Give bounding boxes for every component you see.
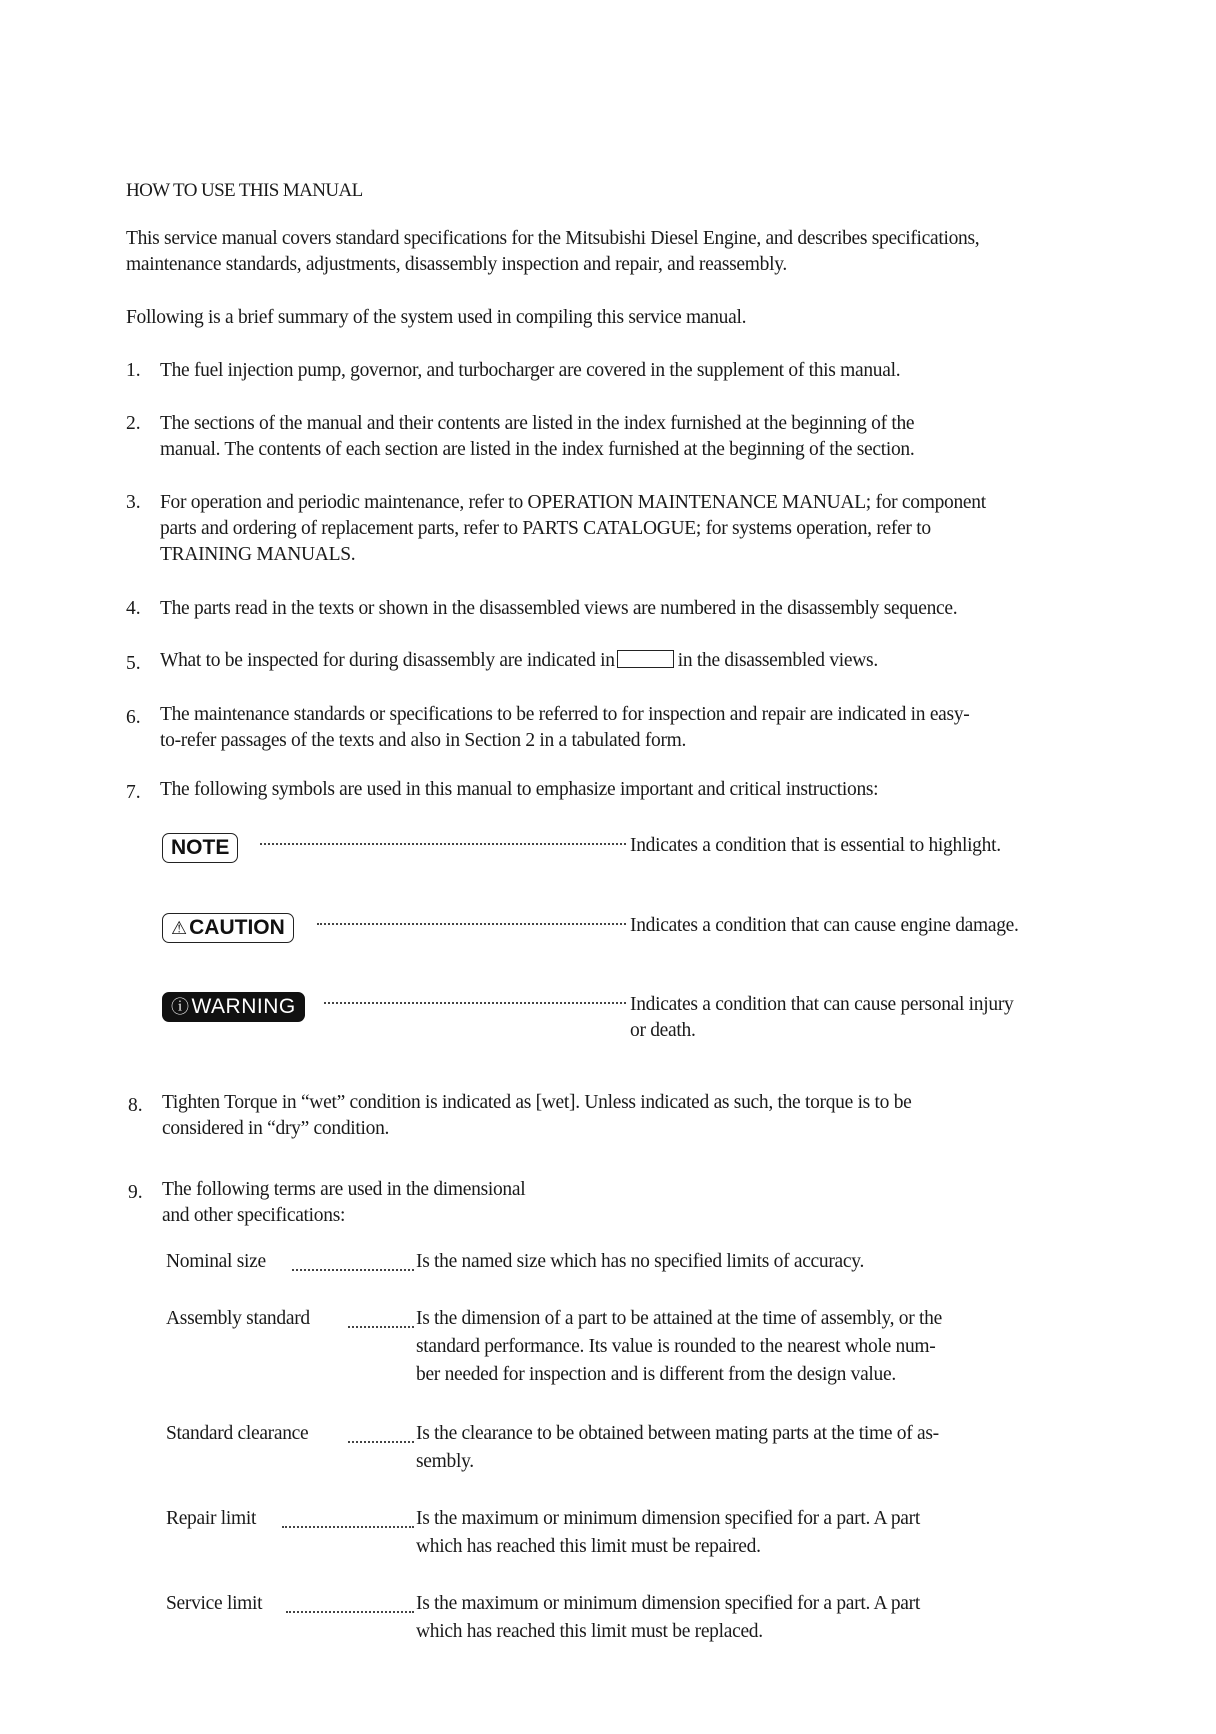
item-text: Tighten Torque in “wet” condition is indicated as [wet]. Unless indicated as such, the torque is to be bbox=[162, 1092, 912, 1113]
caution-badge: ⚠CAUTION bbox=[162, 913, 294, 943]
term-label: Standard clearance bbox=[166, 1423, 309, 1444]
alert-icon: ⓘ bbox=[171, 997, 190, 1017]
item-text: The following symbols are used in this manual to emphasize important and critical instructions: bbox=[160, 779, 879, 800]
item-text: TRAINING MANUALS. bbox=[160, 544, 356, 565]
term-definition: Is the clearance to be obtained between mating parts at the time of as- sembly. bbox=[416, 1423, 939, 1472]
leader-dots bbox=[348, 1324, 414, 1328]
symbol-row-warning bbox=[162, 992, 1087, 1052]
term-label: Nominal size bbox=[166, 1251, 266, 1272]
symbol-description: Indicates a condition that can cause personal injury or death. bbox=[630, 994, 1014, 1041]
item-number: 9. bbox=[128, 1182, 143, 1203]
item-text: What to be inspected for during disassembly are indicated in bbox=[160, 650, 615, 671]
term-label: Service limit bbox=[166, 1593, 263, 1614]
item-text: and other specifications: bbox=[162, 1205, 346, 1226]
item-text: considered in “dry” condition. bbox=[162, 1118, 390, 1139]
leader-dots bbox=[317, 921, 626, 925]
item-text: The fuel injection pump, governor, and turbocharger are covered in the supplement of this manual. bbox=[160, 360, 901, 381]
symbol-description: Indicates a condition that can cause engine damage. bbox=[630, 915, 1019, 936]
leader-dots bbox=[282, 1524, 414, 1528]
item-number: 1. bbox=[126, 360, 141, 381]
symbol-row-note bbox=[162, 833, 1087, 873]
intro-line-2: maintenance standards, adjustments, disassembly inspection and repair, and reassembly. bbox=[126, 254, 787, 275]
item-number: 4. bbox=[126, 598, 141, 619]
term-definition: Is the maximum or minimum dimension specified for a part. A part which has reached this limit must be replaced. bbox=[416, 1593, 920, 1642]
leader-dots bbox=[260, 841, 626, 845]
term-definition: Is the dimension of a part to be attained at the time of assembly, or the standard performance. Its value is rounded to the nearest whole num- ber needed for inspection and is different from the design value. bbox=[416, 1308, 942, 1385]
list-item-1 bbox=[160, 358, 1085, 384]
item-text: The following terms are used in the dimensional bbox=[162, 1179, 526, 1200]
list-item-3 bbox=[160, 490, 1085, 568]
term-label: Repair limit bbox=[166, 1508, 257, 1529]
summary-lead: Following is a brief summary of the system used in compiling this service manual. bbox=[126, 307, 747, 328]
term-definition: Is the named size which has no specified limits of accuracy. bbox=[416, 1251, 865, 1272]
list-item-9 bbox=[162, 1177, 1087, 1229]
item-text: parts and ordering of replacement parts, refer to PARTS CATALOGUE; for systems operation, refer to bbox=[160, 518, 931, 539]
leader-dots bbox=[324, 1000, 626, 1004]
list-item-2 bbox=[160, 411, 1085, 463]
item-text: For operation and periodic maintenance, refer to OPERATION MAINTENANCE MANUAL; for component bbox=[160, 492, 986, 513]
item-text: manual. The contents of each section are listed in the index furnished at the beginning of the section. bbox=[160, 439, 915, 460]
item-number: 3. bbox=[126, 492, 141, 513]
item-number: 5. bbox=[126, 653, 141, 674]
warning-triangle-icon: ⚠ bbox=[171, 918, 188, 938]
item-text: The sections of the manual and their contents are listed in the index furnished at the beginning of the bbox=[160, 413, 915, 434]
term-label: Assembly standard bbox=[166, 1308, 310, 1329]
symbol-row-caution bbox=[162, 913, 1087, 953]
intro-line-1: This service manual covers standard specifications for the Mitsubishi Diesel Engine, and describes specifications, bbox=[126, 228, 980, 249]
item-number: 8. bbox=[128, 1095, 143, 1116]
list-item-6 bbox=[160, 702, 1085, 754]
leader-dots bbox=[348, 1439, 414, 1443]
item-text: The parts read in the texts or shown in the disassembled views are numbered in the disassembly sequence. bbox=[160, 598, 958, 619]
list-item-5 bbox=[160, 648, 1085, 674]
leader-dots bbox=[292, 1267, 414, 1271]
term-definition: Is the maximum or minimum dimension specified for a part. A part which has reached this limit must be repaired. bbox=[416, 1508, 920, 1557]
item-text: in the disassembled views. bbox=[677, 650, 878, 671]
leader-dots bbox=[286, 1609, 414, 1613]
warning-badge: ⓘWARNING bbox=[162, 992, 305, 1022]
list-item-7 bbox=[160, 777, 1085, 803]
list-item-4 bbox=[160, 596, 1085, 622]
item-number: 7. bbox=[126, 782, 141, 803]
list-item-8 bbox=[162, 1090, 1087, 1142]
note-badge: NOTE bbox=[162, 833, 238, 863]
symbol-description: Indicates a condition that is essential to highlight. bbox=[630, 835, 1001, 856]
item-number: 2. bbox=[126, 413, 141, 434]
page-title: HOW TO USE THIS MANUAL bbox=[126, 180, 363, 201]
inspection-box-symbol bbox=[617, 650, 674, 668]
item-text: The maintenance standards or specifications to be referred to for inspection and repair are indicated in easy- bbox=[160, 704, 970, 725]
item-text: to-refer passages of the texts and also in Section 2 in a tabulated form. bbox=[160, 730, 687, 751]
item-number: 6. bbox=[126, 707, 141, 728]
